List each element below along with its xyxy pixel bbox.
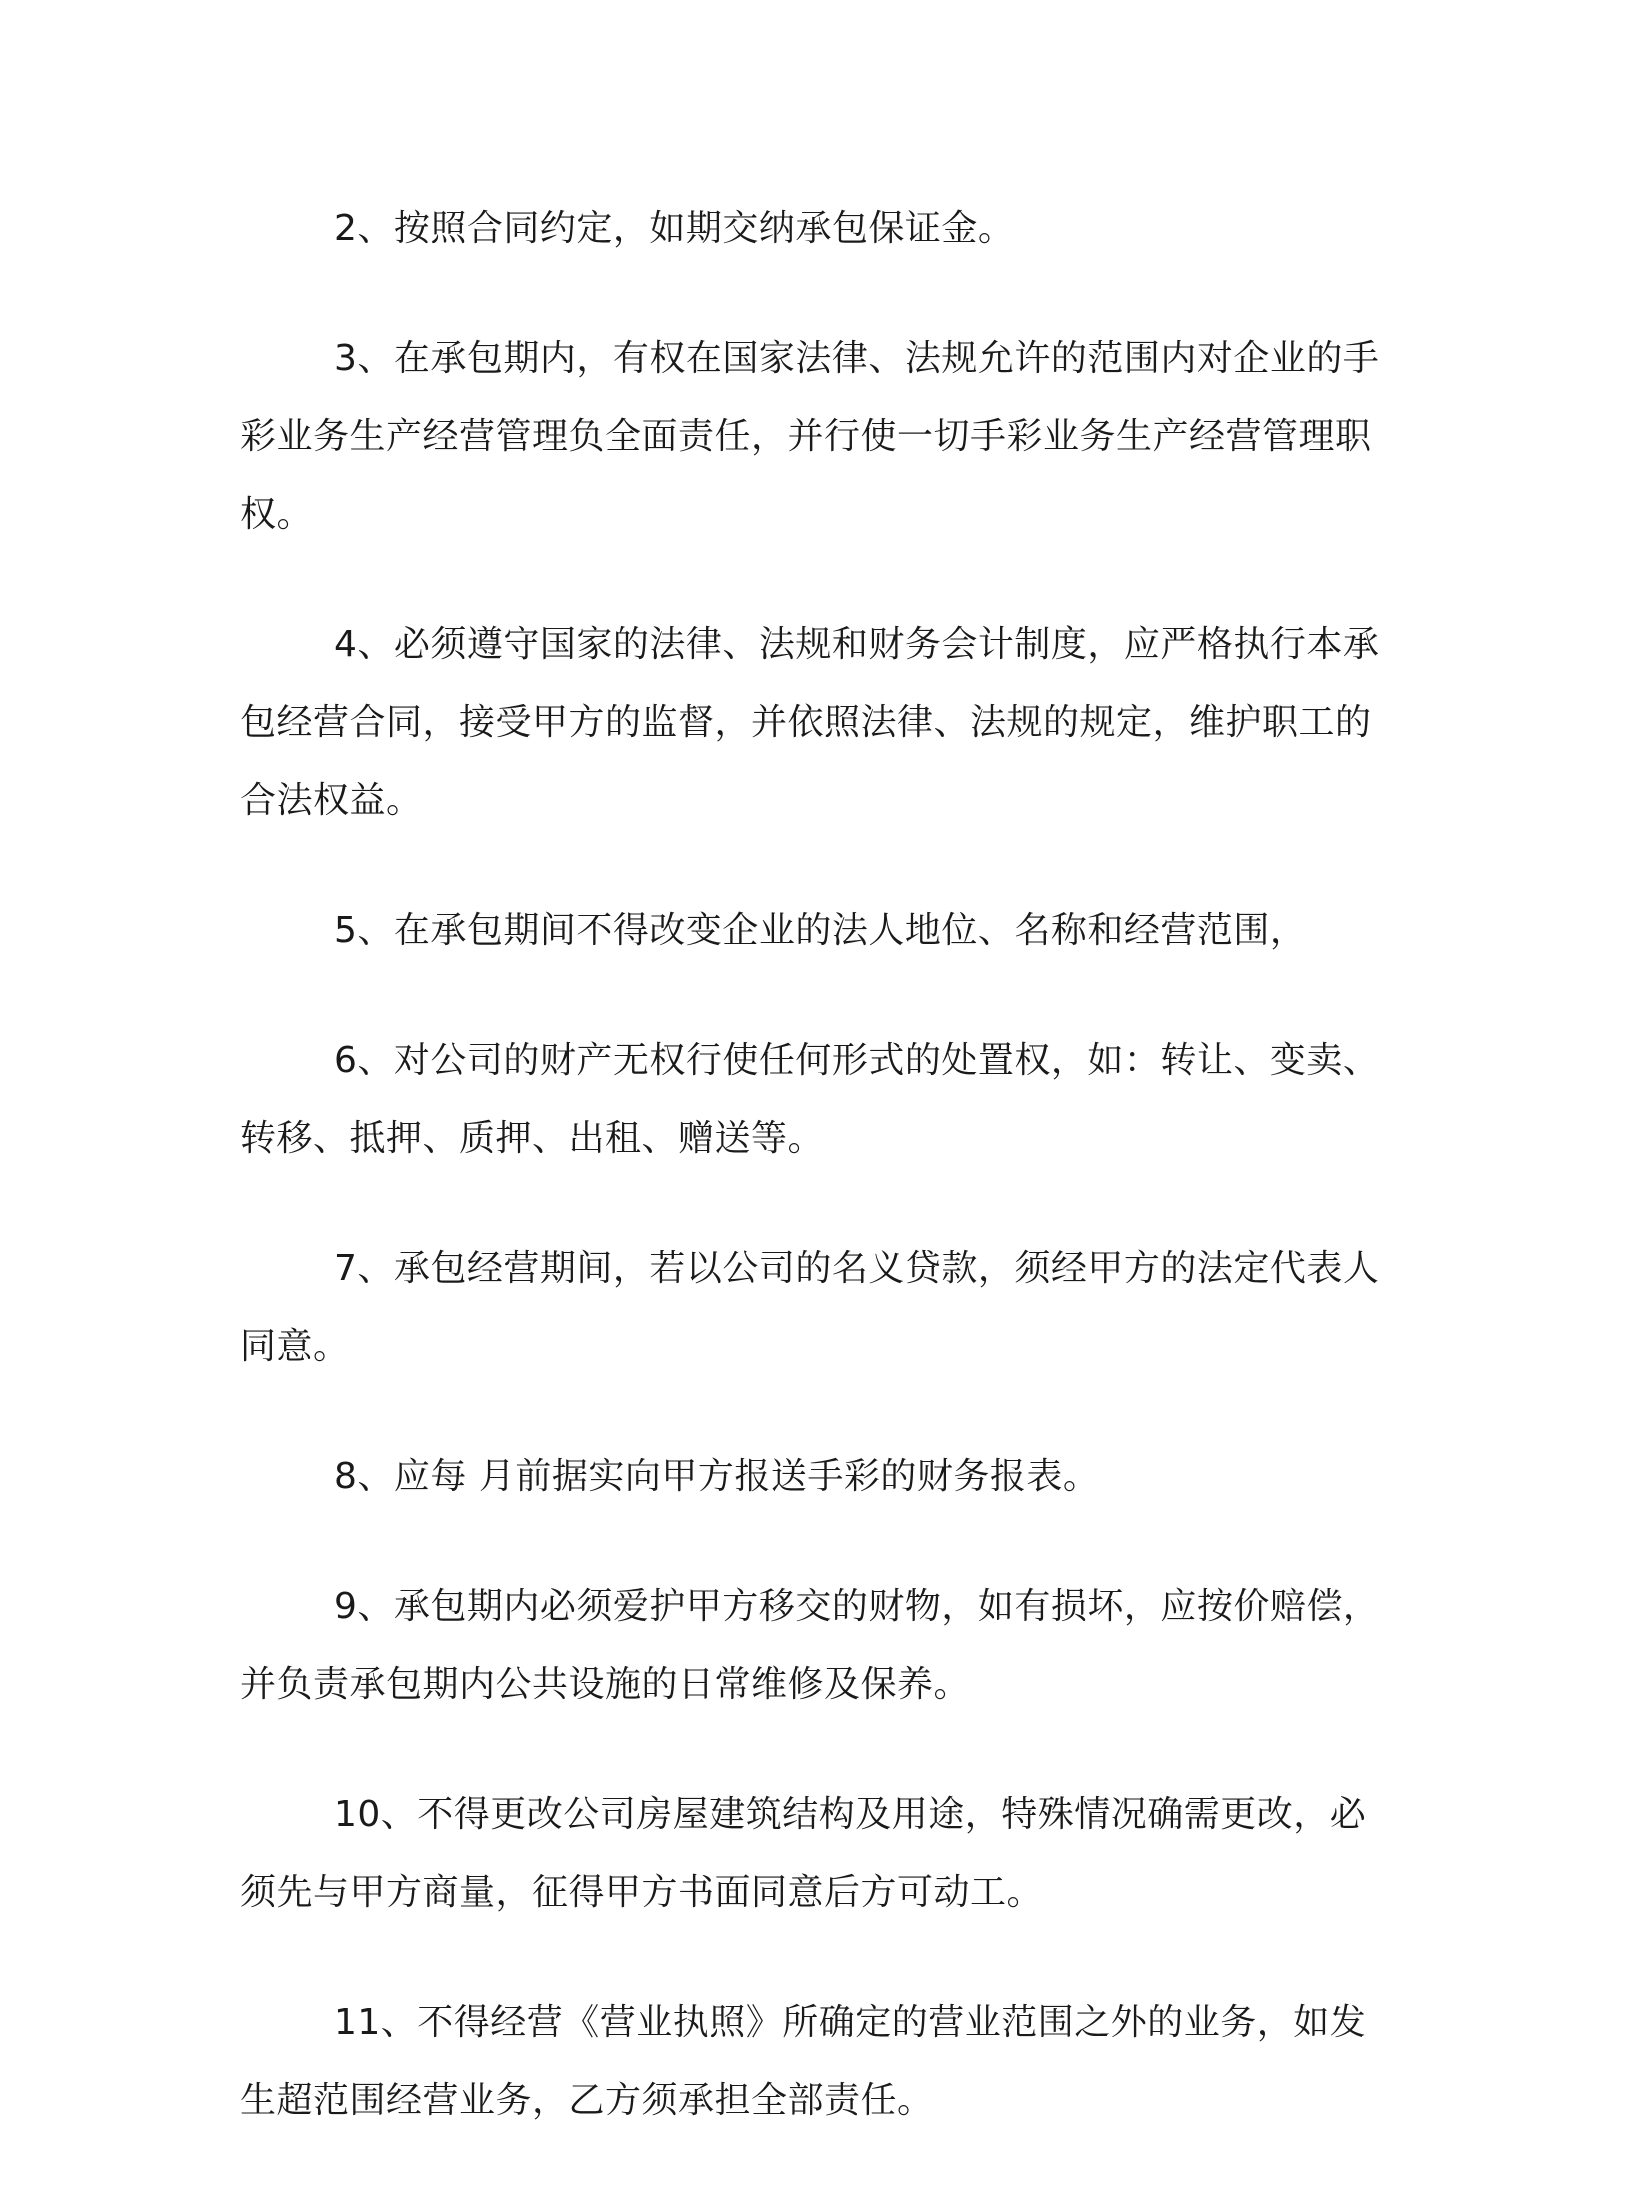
clause-3: 3、在承包期内，有权在国家法律、法规允许的范围内对企业的手彩业务生产经营管理负全面责任，并行使一切手彩业务生产经营管理职权。 xyxy=(240,338,1380,535)
clause-5: 5、在承包期间不得改变企业的法人地位、名称和经营范围， xyxy=(334,910,1307,951)
clause-11: 11、不得经营《营业执照》所确定的营业范围之外的业务，如发生超范围经营业务，乙方须承担全部责任。 xyxy=(240,2002,1367,2121)
document-body xyxy=(240,190,1382,2192)
clause-9: 9、承包期内必须爱护甲方移交的财物，如有损坏，应按价赔偿，并负责承包期内公共设施的日常维修及保养。 xyxy=(240,1586,1380,1705)
clause-7: 7、承包经营期间，若以公司的名义贷款，须经甲方的法定代表人同意。 xyxy=(240,1248,1380,1367)
clause-10: 10、不得更改公司房屋建筑结构及用途，特殊情况确需更改，必须先与甲方商量，征得甲方书面同意后方可动工。 xyxy=(240,1794,1367,1913)
clause-2: 2、按照合同约定，如期交纳承包保证金。 xyxy=(334,208,1015,249)
clause-8: 8、应每 月前据实向甲方报送手彩的财务报表。 xyxy=(334,1456,1100,1497)
clause-4: 4、必须遵守国家的法律、法规和财务会计制度，应严格执行本承包经营合同，接受甲方的监督，并依照法律、法规的规定，维护职工的合法权益。 xyxy=(240,624,1380,821)
clause-6: 6、对公司的财产无权行使任何形式的处置权，如：转让、变卖、转移、抵押、质押、出租、赠送等。 xyxy=(240,1040,1380,1159)
